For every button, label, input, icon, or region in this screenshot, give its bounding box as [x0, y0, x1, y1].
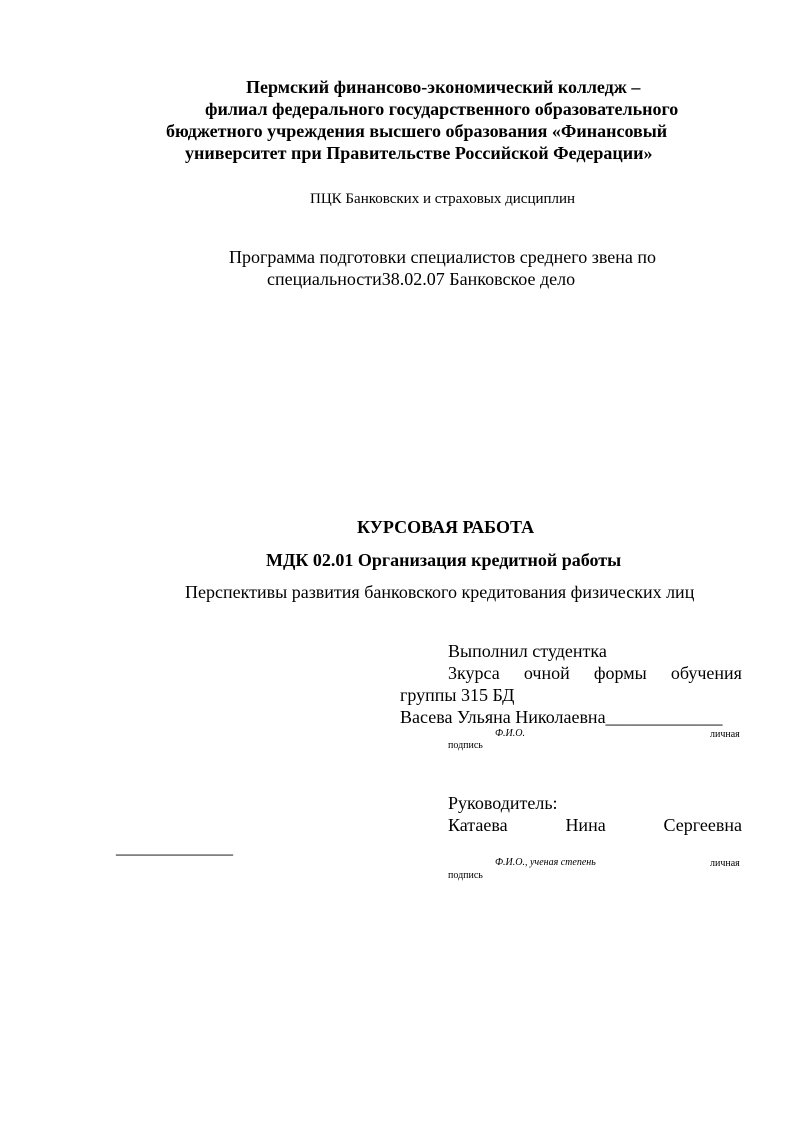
supervisor-fio-caption: Ф.И.О., ученая степень — [495, 857, 596, 868]
org-line-1: Пермский финансово-экономический колледж – — [246, 77, 641, 97]
program-line-1: Программа подготовки специалистов среднего звена по — [229, 247, 656, 267]
org-line-4: университет при Правительстве Российской Федерации» — [185, 143, 653, 163]
supervisor-first-name: Нина — [565, 815, 606, 835]
group-label: группы 315 БД — [400, 685, 515, 705]
student-fio-caption: Ф.И.О. — [495, 728, 525, 739]
supervisor-sign-caption-left: подпись — [448, 870, 483, 881]
supervisor-sign-caption-right: личная — [710, 858, 740, 869]
supervisor-name-line — [448, 815, 742, 836]
course-word: 3курса — [448, 663, 500, 683]
course-title: МДК 02.01 Организация кредитной работы — [266, 550, 622, 570]
supervisor-label: Руководитель: — [448, 793, 558, 813]
department-name: ПЦК Банковских и страховых дисциплин — [310, 191, 576, 207]
student-sign-caption-left: подпись — [448, 740, 483, 751]
supervisor-signature-line: _____________ — [116, 837, 233, 857]
course-form-line — [448, 663, 742, 684]
form-word-full-time: очной — [523, 663, 570, 683]
form-word: формы — [593, 663, 647, 683]
student-name-line: Васева Ульяна Николаевна_____________ — [400, 707, 723, 727]
program-line-2: специальности38.02.07 Банковское дело — [267, 269, 576, 289]
supervisor-patronymic: Сергеевна — [663, 815, 742, 835]
work-type-title: КУРСОВАЯ РАБОТА — [357, 517, 535, 537]
performed-by-label: Выполнил студентка — [448, 641, 607, 661]
topic-title: Перспективы развития банковского кредитования физических лиц — [185, 582, 695, 602]
supervisor-surname: Катаева — [448, 815, 508, 835]
org-line-3: бюджетного учреждения высшего образования «Финансовый — [166, 121, 668, 141]
study-word: обучения — [670, 663, 742, 683]
student-sign-caption-right: личная — [710, 729, 740, 740]
org-line-2: филиал федерального государственного образовательного — [205, 99, 679, 119]
